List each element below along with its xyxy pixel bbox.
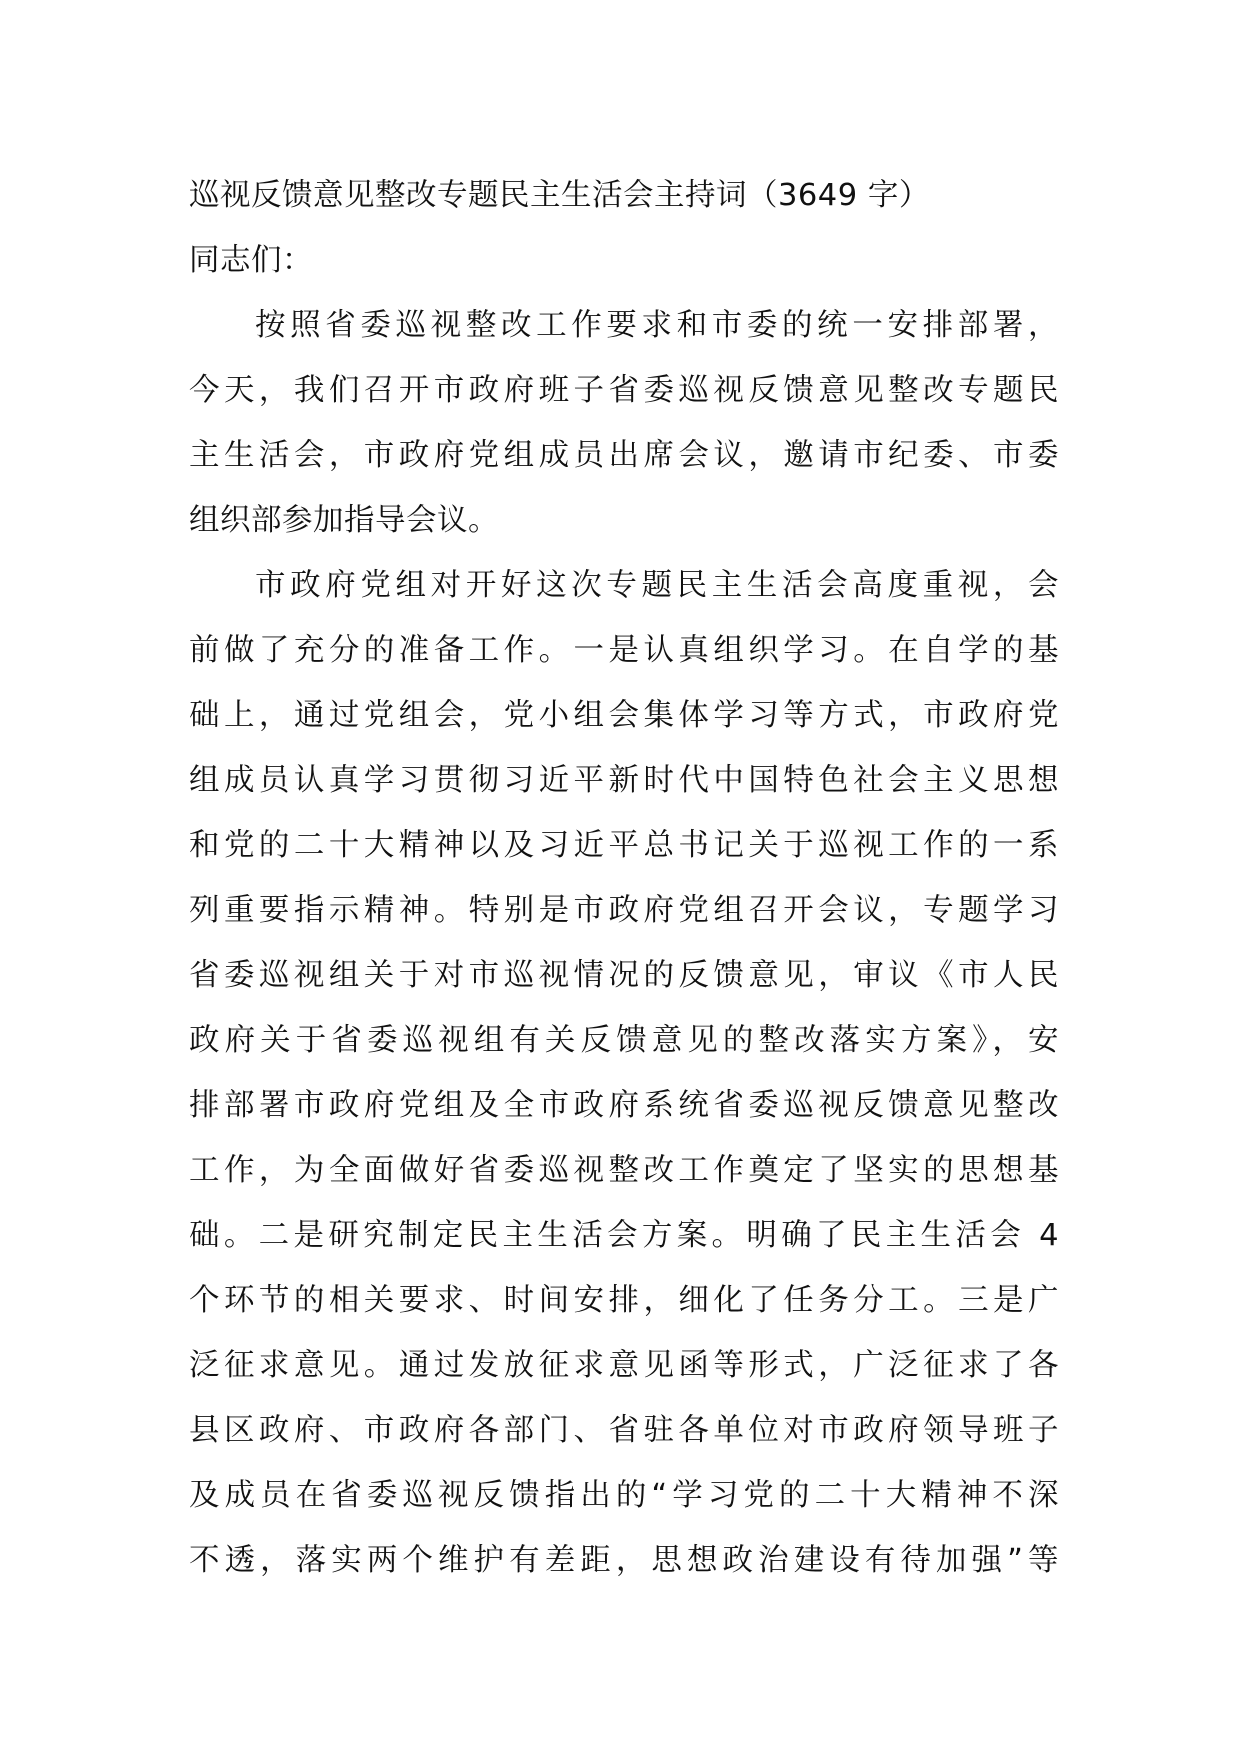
paragraph-line: 及成员在省委巡视反馈指出的“学习党的二十大精神不深 xyxy=(189,1478,1059,1513)
title-text: 巡视反馈意见整改专题民主生活会主持词（3649 字） xyxy=(189,178,930,213)
paragraph-line: 础。二是研究制定民主生活会方案。明确了民主生活会 4 xyxy=(189,1218,1059,1253)
paragraph-line: 省委巡视组关于对市巡视情况的反馈意见，审议《市人民 xyxy=(189,958,1059,993)
paragraph-line: 前做了充分的准备工作。一是认真组织学习。在自学的基 xyxy=(189,633,1059,668)
document-title xyxy=(189,163,1059,228)
paragraph-2 xyxy=(189,553,1059,1593)
paragraph-line: 个环节的相关要求、时间安排，细化了任务分工。三是广 xyxy=(189,1283,1059,1318)
paragraph-line: 县区政府、市政府各部门、省驻各单位对市政府领导班子 xyxy=(189,1413,1059,1448)
paragraph-line: 排部署市政府党组及全市政府系统省委巡视反馈意见整改 xyxy=(189,1088,1059,1123)
paragraph-line: 组织部参加指导会议。 xyxy=(189,503,499,538)
paragraph-line: 工作，为全面做好省委巡视整改工作奠定了坚实的思想基 xyxy=(189,1153,1059,1188)
paragraph-line: 和党的二十大精神以及习近平总书记关于巡视工作的一系 xyxy=(189,828,1059,863)
paragraph-line: 市政府党组对开好这次专题民主生活会高度重视，会 xyxy=(255,568,1059,603)
salutation xyxy=(189,228,1059,293)
paragraph-line: 主生活会，市政府党组成员出席会议，邀请市纪委、市委 xyxy=(189,438,1059,473)
paragraph-line: 今天，我们召开市政府班子省委巡视反馈意见整改专题民 xyxy=(189,373,1059,408)
paragraph-line: 泛征求意见。通过发放征求意见函等形式，广泛征求了各 xyxy=(189,1348,1059,1383)
paragraph-line: 组成员认真学习贯彻习近平新时代中国特色社会主义思想 xyxy=(189,763,1059,798)
paragraph-line: 不透，落实两个维护有差距，思想政治建设有待加强”等 xyxy=(189,1543,1059,1578)
paragraph-1 xyxy=(189,293,1059,553)
paragraph-line: 列重要指示精神。特别是市政府党组召开会议，专题学习 xyxy=(189,893,1059,928)
salutation-text: 同志们： xyxy=(189,243,313,278)
paragraph-line: 政府关于省委巡视组有关反馈意见的整改落实方案》，安 xyxy=(189,1023,1059,1058)
paragraph-line: 础上，通过党组会，党小组会集体学习等方式，市政府党 xyxy=(189,698,1059,733)
paragraph-line: 按照省委巡视整改工作要求和市委的统一安排部署， xyxy=(255,308,1059,343)
